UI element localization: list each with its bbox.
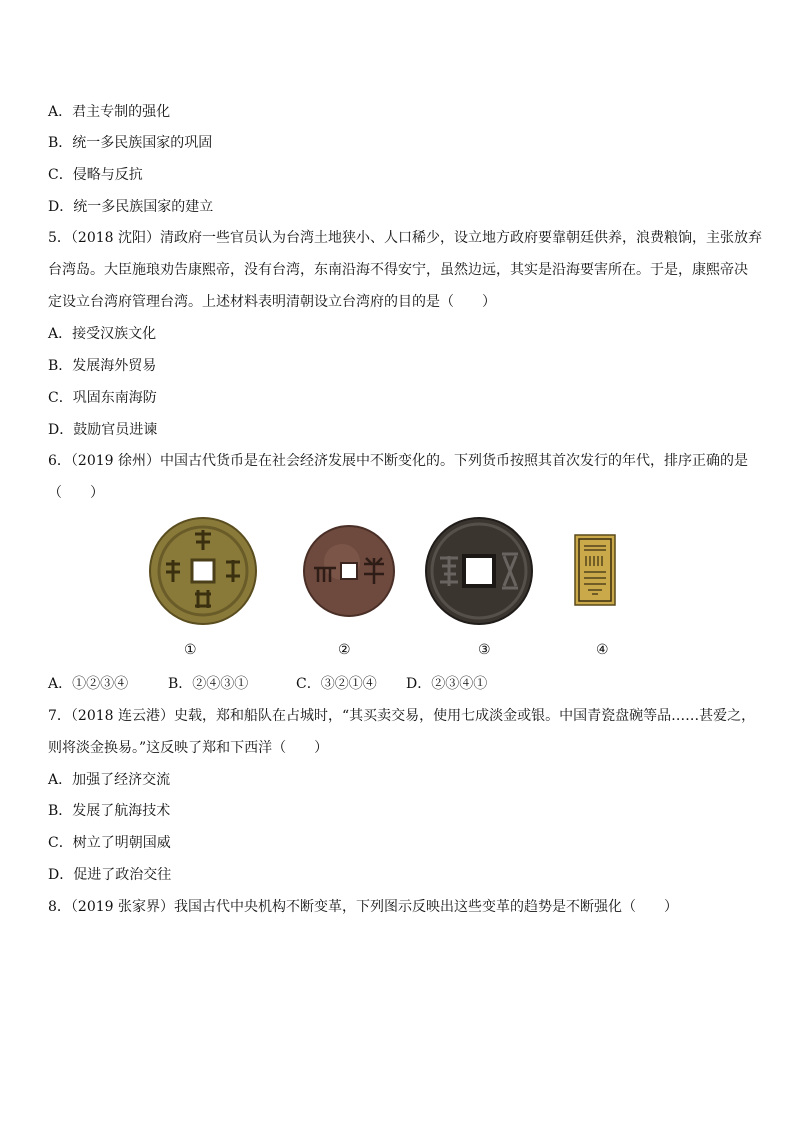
q5-stem-line-3: 定设立台湾府管理台湾。上述材料表明清朝设立台湾府的目的是（ ）	[48, 294, 496, 310]
q7-stem-line-2: 则将淡金换易。”这反映了郑和下西洋（ ）	[48, 740, 329, 756]
q5-stem-line-2: 台湾岛。大臣施琅劝告康熙帝，没有台湾，东南沿海不得安宁，虽然边远，其实是沿海要害所在。于是，康熙帝决	[48, 262, 748, 278]
q7-option-b: B．发展了航海技术	[48, 803, 171, 819]
coin-3-image	[424, 516, 534, 626]
q6-option-c: C．③②①④	[296, 676, 377, 692]
coin-label-3: ③	[478, 642, 491, 658]
q8-stem: 8．（2019 张家界）我国古代中央机构不断变革，下列图示反映出这些变革的趋势是不断强化（ ）	[48, 899, 678, 915]
q6-stem-line-1: 6．（2019 徐州）中国古代货币是在社会经济发展中不断变化的。下列货币按照其首次发行的年代，排序正确的是	[48, 453, 748, 469]
coin-1-image	[148, 516, 258, 626]
q5-stem-line-1: 5．（2018 沈阳）清政府一些官员认为台湾土地狭小、人口稀少，设立地方政府要靠朝廷供养，浪费粮饷，主张放弃	[48, 230, 762, 246]
q4-option-d: D．统一多民族国家的建立	[48, 199, 214, 215]
q6-option-b: B．②④③①	[168, 676, 249, 692]
q5-option-c: C．巩固东南海防	[48, 390, 157, 406]
q7-option-a: A．加强了经济交流	[48, 772, 171, 788]
q5-option-b: B．发展海外贸易	[48, 358, 157, 374]
coin-label-4: ④	[596, 642, 609, 658]
q6-option-a: A．①②③④	[48, 676, 129, 692]
q6-option-d: D．②③④①	[406, 676, 488, 692]
coin-2-image	[302, 524, 396, 618]
q6-coin-figure	[0, 512, 794, 658]
q6-stem-line-2: （ ）	[48, 485, 104, 501]
coin-label-2: ②	[338, 642, 351, 658]
q4-option-b: B．统一多民族国家的巩固	[48, 135, 213, 151]
q5-option-d: D．鼓励官员进谏	[48, 422, 158, 438]
q4-option-a: A．君主专制的强化	[48, 104, 171, 120]
q7-option-d: D．促进了政治交往	[48, 867, 172, 883]
coin-label-1: ①	[184, 642, 197, 658]
q5-option-a: A．接受汉族文化	[48, 326, 157, 342]
q4-option-c: C．侵略与反抗	[48, 167, 143, 183]
banknote-4-image	[574, 534, 616, 606]
q7-stem-line-1: 7．（2018 连云港）史载，郑和船队在占城时，“其买卖交易，使用七成淡金或银。中国青瓷盘碗等品……甚爱之，	[48, 708, 756, 724]
q7-option-c: C．树立了明朝国威	[48, 835, 171, 851]
